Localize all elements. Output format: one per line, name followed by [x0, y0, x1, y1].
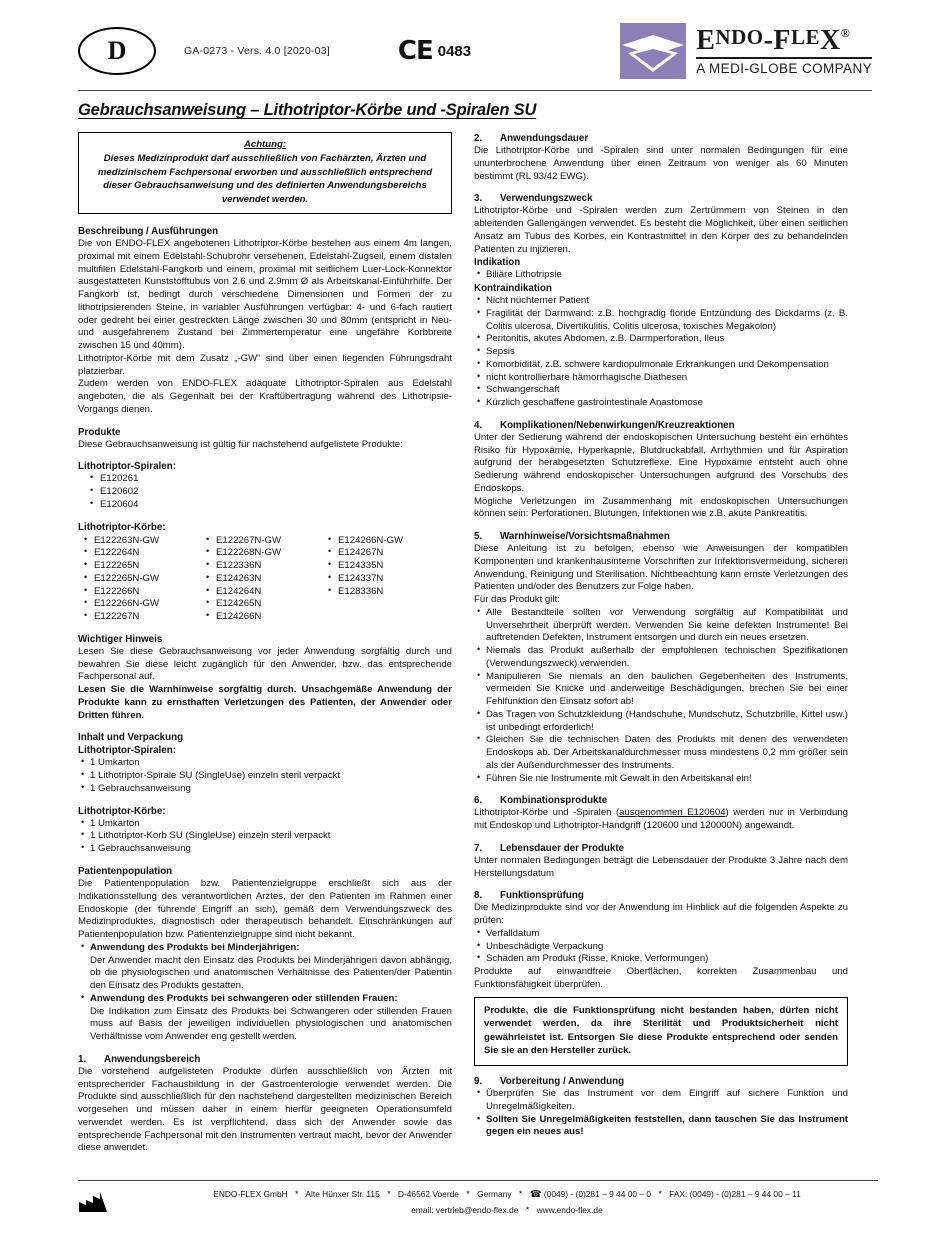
list-item: • E120604 [78, 499, 452, 512]
list-item: • Fragilität der Darmwand: z.B. hochgradig floride Entzündung des Dickdarms (z. B. Colitis ulcerosa, Divertikulitis, Colitis ulcerosa, toxisches Megakolon) [474, 308, 848, 334]
section-title: Anwendungsbereich [104, 1053, 201, 1065]
footer-separator: * [295, 1188, 299, 1199]
list-item: • Niemals das Produkt außerhalb der empfohlenen technischen Spezifikationen (Verwendungszweck) verwenden. [474, 645, 848, 671]
endo-flex-logo-icon [620, 23, 686, 79]
section-1-body: Die vorstehend aufgelisteten Produkte dürfen ausschließlich von Ärzten mit entsprechender Fachausbildung in der Gastroenterologie verwendet werden. Die Produkte sind ausschließlich für den nachstehend dargestellten medizinischen Bereich vorgesehen und müssen daher in einem hierfür geeigneten Operationsumfeld verwendet werden. Es ist verpflichtend, dass sich der Anwender sowie das entsprechende Fachpersonal mit den Instrumenten vertraut macht, bevor der Anwender diese anwendet. [78, 1065, 452, 1154]
list-item: • E124266N-GW [322, 535, 444, 548]
spacer [474, 880, 848, 889]
spacer [78, 796, 452, 805]
heading-inhalt-spiralen: Lithotriptor-Spiralen: [78, 745, 176, 757]
list-item: • Gleichen Sie die technischen Daten des Produkts mit denen des verwendeten Endoskops ab. Der Arbeitskanaldurchmesser muss mindestens 0,2 mm größer sein als der Außendurchmesser des Instruments. [474, 734, 848, 772]
attention-body: Dieses Medizinprodukt darf ausschließlich von Fachärzten, Ärzten und medizinischem Fachpersonal erworben und ausschließlich entsprechend dieser Gebrauchsanweisung und des definierten Anwendungsbereichs verwendet werden. [97, 153, 433, 205]
list-item: • 1 Gebrauchsanweisung [78, 783, 452, 796]
list-item: • Nicht nüchterner Patient [474, 295, 848, 308]
list-item: • Kürzlich geschaffene gastrointestinale Anastomose [474, 397, 848, 410]
list-item: • 1 Lithotriptor-Korb SU (SingleUse) einzeln steril verpackt [78, 830, 452, 843]
section-8-warning-box: Produkte, die die Funktionsprüfung nicht bestanden haben, dürfen nicht verwendet werden, da ihre Sterilität und Produktsicherheit nicht gewährleistet ist. Entsorgen Sie diese Produkte entsprechend oder senden Sie sie an den Hersteller zurück. [474, 997, 848, 1066]
list-item: • E120261 [78, 473, 452, 486]
koerbe-code-column-1 [78, 535, 200, 624]
footer-company-name: ENDO-FLEX GmbH [213, 1188, 288, 1199]
footer-separator: * [518, 1188, 523, 1199]
list-item [78, 993, 452, 1044]
beschreibung-paragraph-1: Die von ENDO-FLEX angebotenen Lithotriptor-Körbe bestehen aus einem 4m langen, proximal mit einem Edelstahl-Schubrohr versehenen, Edelstahl-Zugseil, einem distalen multifilen Edelstahl-Fangkorb und einem, proximal mit seitlichem Luer-Lock-Konnektor ausgestatteten Kunststofftubus von 2.6 und 2.9mm Ø als Arbeitskanal-Einführhilfe. Der Fangkorb ist, bedingt durch verschiedene Dimensionen und Formen der zu lithotripsierenden Steine, in variabler Ausführungen verfügbar: 4- und 6-fach rautiert oder gedreht bei einer gestreckten Länge zwischen 30 und 80mm (entspricht in Neu- und ausgefahrenem Zustand bei Zimmertemperatur eine ungefähre Korbbreite zwischen 15 und 40mm). [78, 238, 452, 352]
list-item: • nicht kontrollierbare hämorrhagische Diathesen [474, 372, 848, 385]
heading-wichtiger-hinweis: Wichtiger Hinweis [78, 633, 163, 645]
inhalt-koerbe-list [78, 818, 452, 856]
list-item: • E122268N-GW [200, 547, 322, 560]
spacer [78, 451, 452, 460]
list-item-body: Die Indikation zum Einsatz des Produkts bei Schwangeren oder stillenden Frauen muss auf Basis der jeweiligen individuellen physiologischen und anatomischen Verhältnisse vom Anwender eng gestellt werden. [90, 1005, 452, 1042]
list-item: • 1 Umkarton [78, 757, 452, 770]
spacer [474, 785, 848, 794]
list-item: • E122263N-GW [78, 535, 200, 548]
spacer [474, 183, 848, 192]
section-number: 9. [474, 1076, 483, 1088]
section-title: Anwendungsdauer [500, 133, 589, 144]
heading-lithotriptor-spiralen: Lithotriptor-Spiralen: [78, 461, 176, 473]
logo-name-part-5: X [820, 24, 841, 56]
footer-separator: * [525, 1205, 530, 1216]
attention-box [78, 132, 452, 214]
country-code-badge [78, 27, 156, 75]
section-1-heading [78, 1053, 452, 1066]
logo-text-group [696, 24, 872, 76]
section-2-body: Die Lithotriptor-Körbe und -Spiralen sind unter normalen Bedingungen für eine ununterbrochene Anwendung über einen Zeitraum von weniger als 60 Minuten bestimmt (RL 93/42 EWG). [474, 145, 848, 182]
spacer [78, 856, 452, 865]
patientenpopulation-list [78, 942, 452, 1044]
logo-name-part-4: LE [791, 24, 821, 49]
beschreibung-paragraph-2: Lithotriptor-Körbe mit dem Zusatz „-GW“ sind über einen liegenden Führungsdraht platzierbar. [78, 352, 452, 377]
indikation-list [474, 269, 848, 282]
footer-separator: * [387, 1188, 391, 1199]
produkte-intro: Diese Gebrauchsanweisung ist gültig für nachstehend aufgelistete Produkte: [78, 438, 403, 450]
heading-beschreibung: Beschreibung / Ausführungen [78, 226, 219, 238]
section-8-after-text: Produkte auf einwandfreie Oberflächen, korrekten Zusammenbau und Funktionsfähigkeit überprüfen. [474, 966, 848, 990]
list-item: • Schäden am Produkt (Risse, Knicke, Verformungen) [474, 953, 848, 966]
kontraindikation-list [474, 295, 848, 410]
section-title: Warnhinweise/Vorsichtsmaßnahmen [500, 531, 670, 543]
section-5-paragraph-1: Diese Anleitung ist zu befolgen, ebenso wie Anweisungen der kompatiblen Komponenten und krankenhausinterne Vorschriften zur Infektionsvermeidung, sicheren Anwendung, Reinigung und Sterilisation. Nichtbeachtung kann ernste Verletzungen des Patienten und/oder des Benutzers zur Folge haben. [474, 543, 848, 593]
list-item: • Führen Sie nie Instrumente mit Gewalt in den Arbeitskanal ein! [474, 773, 848, 786]
patientenpopulation-paragraph: Die Patientenpopulation bzw. Patientenzielgruppe erschließt sich aus der Indikationsstellung des verantwortlichen Arztes, der den Patienten im Rahmen einer Endoskopie (der führende Eingriff an sich), gemäß dem Verwendungszweck des Medizinproduktes, diagnostisch oder therapeutisch behandelt. Einschränkungen auf Patientenpopulation bzw. Patientenzielgruppe sind nicht bekannt. [78, 878, 452, 940]
country-code-label: D [107, 36, 127, 65]
list-item: • Peritonitis, akutes Abdomen, z.B. Darmperforation, Ileus [474, 333, 848, 346]
section-9-list [474, 1088, 848, 1139]
list-item: • Schwangerschaft [474, 384, 848, 397]
attention-heading: Achtung: [243, 139, 287, 150]
inhalt-spiralen-list [78, 757, 452, 795]
spacer [474, 833, 848, 842]
section-6-body [474, 807, 848, 833]
section-6-exclusion-link: ausgenommen E120604 [619, 807, 726, 819]
document-header [78, 16, 872, 86]
spacer [78, 512, 452, 521]
footer-address-line [136, 1187, 878, 1204]
registered-trademark-icon: ® [840, 25, 851, 40]
hinweis-paragraph-2: Lesen Sie die Warnhinweise sorgfältig durch. Unsachgemäße Anwendung der Produkte kann zu ernsthaften Verletzungen des Patienten, der Anwender oder Dritten führen. [78, 684, 452, 721]
section-number: 7. [474, 842, 483, 854]
footer-website[interactable]: www.endo-flex.de [536, 1205, 603, 1216]
header-divider [78, 90, 872, 91]
document-reference: GA-0273 - Vers. 4.0 [2020-03] [184, 45, 330, 57]
list-item: • E124335N [322, 560, 444, 573]
list-item-heading: Anwendung des Produkts bei schwangeren oder stillenden Frauen: [90, 992, 398, 1004]
ce-marking-group [398, 36, 471, 66]
list-item: • Unbeschädigte Verpackung [474, 941, 848, 954]
section-5-heading [474, 530, 848, 543]
spacer [78, 1044, 452, 1053]
spacer [474, 1066, 848, 1075]
heading-inhalt-verpackung: Inhalt und Verpackung [78, 732, 184, 744]
section-3-body: Lithotriptor-Körbe und -Spiralen werden zum Zertrümmern von Steinen in den ableitenden Gallengängen verwendet. Es besteht die Möglichkeit, über einen seitlichen Ansatz am Tubus des Korbes, ein Kontrastmittel in den Körper des zu behandelnden Patienten zu injizieren. [474, 205, 848, 255]
two-column-body [78, 132, 872, 1155]
list-item: • E124263N [200, 573, 322, 586]
list-item: • Sollten Sie Unregelmäßigkeiten feststellen, dann tauschen Sie das Instrument gegen ein neues aus! [474, 1114, 848, 1140]
logo-name-part-1: E [696, 24, 716, 56]
koerbe-code-column-2 [200, 535, 322, 624]
list-item: • Das Tragen von Schutzkleidung (Handschuhe, Mundschutz, Schutzbrille, Kittel usw.) ist unbedingt erforderlich! [474, 709, 848, 735]
section-title: Vorbereitung / Anwendung [500, 1076, 625, 1088]
section-number: 8. [474, 890, 483, 902]
beschreibung-paragraph-3: Zudem werden von ENDO-FLEX adäquate Lithotriptor-Spiralen aus Edelstahl angeboten, die als Gegenhalt bei der Kraftübertragung während des Lithotripsie-Vorgangs dienen. [78, 378, 452, 415]
section-7-body: Unter normalen Bedingungen beträgt die Lebensdauer der Produkte 3 Jahre nach dem Herstellungsdatum [474, 854, 848, 879]
list-item [78, 942, 452, 993]
spacer [78, 624, 452, 633]
section-3-heading [474, 192, 848, 205]
section-title: Verwendungszweck [500, 193, 593, 205]
company-logo [620, 23, 872, 79]
list-item: • Alle Bestandteile sollten vor Verwendung sorgfältig auf Kompatibilität und Unversehrtheit überprüft werden. Verwenden Sie keine defekten Instrumente! Bei auftretenden Defekten, Instrument entsorgen und durch ein neues ersetzen. [474, 607, 848, 645]
list-item: • Überprüfen Sie das Instrument vor dem Eingriff auf sichere Funktion und Unregelmäßigkeiten. [474, 1088, 848, 1114]
section-title: Lebensdauer der Produkte [500, 842, 625, 854]
manufacturer-icon [78, 1191, 108, 1213]
section-number: 3. [474, 193, 483, 205]
footer-separator: * [466, 1188, 470, 1199]
list-item: • E122336N [200, 560, 322, 573]
left-column [78, 132, 452, 1155]
list-item: • E124267N [322, 547, 444, 560]
section-6-body-part-2: ) werden nur in Verbindung mit Endoskop und Lithotriptor-Handgriff (120600 und 120000N) angewandt. [474, 807, 848, 832]
list-item: • E122267N-GW [200, 535, 322, 548]
section-5-list [474, 607, 848, 786]
list-item: • E122266N-GW [78, 598, 200, 611]
spiralen-code-list [78, 473, 452, 511]
footer-fax: FAX: (0049) - (0)281 – 9 44 00 – 11 [669, 1188, 801, 1199]
heading-indikation: Indikation [474, 257, 521, 269]
list-item: • E122265N-GW [78, 573, 200, 586]
koerbe-code-column-3 [322, 535, 444, 624]
section-9-heading [474, 1075, 848, 1088]
spacer [474, 521, 848, 530]
footer-online-line [136, 1203, 878, 1219]
section-title: Kombinationsprodukte [500, 795, 608, 807]
list-item: • E128336N [322, 586, 444, 599]
header-left-group [78, 27, 471, 75]
section-6-heading [474, 794, 848, 807]
document-footer [78, 1180, 878, 1219]
list-item: • E124264N [200, 586, 322, 599]
logo-divider [696, 57, 872, 59]
list-item: • Komorbidität, z.B. schwere kardiopulmonale Erkrankungen und Dekompensation [474, 359, 848, 372]
footer-row [78, 1187, 878, 1219]
section-8-heading [474, 889, 848, 902]
logo-name-part-3: -F [763, 24, 792, 56]
heading-produkte: Produkte [78, 426, 121, 438]
list-item: • E124337N [322, 573, 444, 586]
koerbe-code-table [78, 535, 452, 624]
section-title: Funktionsprüfung [500, 890, 584, 902]
section-7-heading [474, 842, 848, 855]
footer-country: Germany [477, 1188, 512, 1199]
list-item-heading: Anwendung des Produkts bei Minderjährigen: [90, 941, 300, 953]
page-title: Gebrauchsanweisung – Lithotriptor-Körbe und -Spiralen SU [78, 101, 537, 119]
footer-divider [78, 1180, 878, 1181]
logo-subtitle: A MEDI-GLOBE COMPANY [696, 60, 872, 76]
footer-separator: * [658, 1188, 662, 1199]
list-item: • Manipulieren Sie niemals an den baulichen Gegebenheiten des Instruments, vermeiden Sie Knicke und anderweitige Beschädigungen, brechen Sie bei einer Fehlfunktion den Einsatz sofort ab! [474, 671, 848, 709]
list-item: • E122267N [78, 611, 200, 624]
logo-name-part-2: NDO [715, 24, 764, 49]
list-item: • Verfalldatum [474, 928, 848, 941]
list-item: • E120602 [78, 486, 452, 499]
section-number: 1. [78, 1053, 87, 1065]
section-2-heading [474, 132, 848, 145]
ce-notified-body-number: 0483 [437, 42, 472, 60]
section-4-heading [474, 419, 848, 432]
list-item: • 1 Gebrauchsanweisung [78, 843, 452, 856]
spacer [78, 417, 452, 426]
list-item: • Sepsis [474, 346, 848, 359]
list-item: • 1 Umkarton [78, 818, 452, 831]
footer-contact-info [136, 1187, 878, 1219]
section-number: 2. [474, 133, 483, 144]
list-item: • E124265N [200, 598, 322, 611]
list-item: • E122266N [78, 586, 200, 599]
footer-city: D-46562 Voerde [397, 1188, 459, 1199]
list-item: • E122264N [78, 547, 200, 560]
list-item: • Biliäre Lithotripsie [474, 269, 848, 282]
section-6-body-part-1: Lithotriptor-Körbe und -Spiralen ( [474, 807, 620, 819]
section-4-paragraph-2: Mögliche Verletzungen im Zusammenhang mit endoskopischen Untersuchungen können sein: Perforationen, Blutungen, Infektionen wie z.B. akute Pankreatitis. [474, 495, 848, 520]
section-number: 5. [474, 531, 483, 543]
heading-kontraindikation: Kontraindikation [474, 283, 552, 295]
section-8-intro: Die Medizinprodukte sind vor der Anwendung im Hinblick auf die folgenden Aspekte zu prüfen: [474, 902, 848, 927]
ce-mark-icon: CE [397, 36, 433, 66]
list-item: • 1 Lithotriptor-Spirale SU (SingleUse) einzeln steril verpackt [78, 770, 452, 783]
telephone-icon: ☎ [529, 1188, 542, 1200]
spacer [78, 722, 452, 731]
spacer [474, 410, 848, 419]
hinweis-paragraph-1: Lesen Sie diese Gebrauchsanweisung vor jeder Anwendung sorgfältig durch und bewahren Sie diese leicht zugänglich für den Anwender, bzw. das entsprechende Fachpersonal auf. [78, 645, 452, 683]
list-item: • E122265N [78, 560, 200, 573]
heading-inhalt-koerbe: Lithotriptor-Körbe: [78, 805, 166, 817]
list-item-body: Der Anwender macht den Einsatz des Produkts bei Minderjährigen davon abhängig, ob die physiologischen und anatomischen Verhältnisse des Patienten/der Patientin den Einsatz des Produkts gestatten. [90, 954, 452, 991]
section-4-paragraph-1: Unter der Sedierung während der endoskopischen Untersuchung besteht ein erhöhtes Risiko für Hypoxämie, Hyperkapnie, Blutdruckabfall, Arrhythmien und für Aspiration aufgrund der herabgesetzten Schutzreflexe. Eine Hypoxämie entsteht auch ohne Sedierung während endoskopischer Untersuchungen aufgrund des Vorschubs des Endoskops. [474, 431, 848, 494]
section-number: 4. [474, 419, 483, 431]
section-5-paragraph-2: Für das Produkt gilt: [474, 594, 560, 606]
section-8-list [474, 928, 848, 966]
right-column [474, 132, 848, 1155]
footer-email[interactable]: email: vertrieb@endo-flex.de [411, 1205, 519, 1216]
section-number: 6. [474, 795, 483, 807]
section-title: Komplikationen/Nebenwirkungen/Kreuzreaktionen [500, 419, 735, 431]
footer-phone: (0049) - (0)281 – 9 44 00 – 0 [543, 1188, 651, 1199]
heading-patientenpopulation: Patientenpopulation [78, 865, 173, 877]
footer-street: Alte Hünxer Str. 115 [305, 1188, 380, 1199]
list-item: • E124266N [200, 611, 322, 624]
heading-lithotriptor-koerbe: Lithotriptor-Körbe: [78, 521, 166, 533]
logo-wordmark [696, 24, 872, 56]
